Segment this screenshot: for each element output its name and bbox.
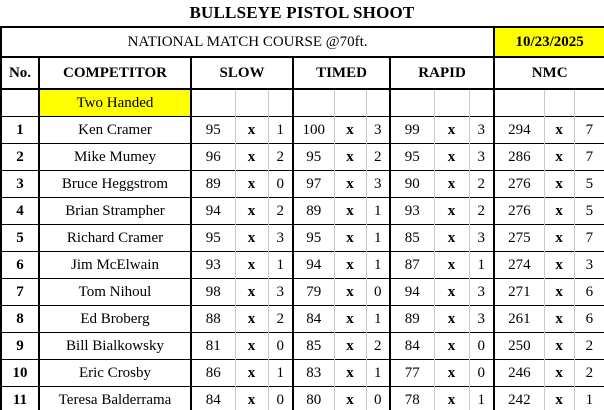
empty-cell — [434, 89, 469, 117]
nmc-x-cell: x — [544, 171, 574, 198]
rapid-xcount-cell: 3 — [469, 306, 494, 333]
score-table — [0, 26, 604, 410]
empty-cell — [390, 89, 434, 117]
timed-xcount-cell: 1 — [366, 198, 390, 225]
timed-score-cell: 84 — [293, 306, 334, 333]
row-number-cell: 1 — [1, 117, 39, 144]
slow-xcount-cell: 2 — [268, 144, 293, 171]
slow-xcount-cell: 1 — [268, 252, 293, 279]
table-row — [1, 144, 604, 171]
nmc-x-cell: x — [544, 387, 574, 410]
nmc-total-cell: 261 — [494, 306, 544, 333]
timed-xcount-cell: 2 — [366, 333, 390, 360]
timed-x-cell: x — [334, 279, 366, 306]
nmc-xcount-cell: 2 — [574, 360, 604, 387]
nmc-xcount-cell: 7 — [574, 117, 604, 144]
row-number-cell: 10 — [1, 360, 39, 387]
empty-cell — [494, 89, 544, 117]
nmc-total-cell: 242 — [494, 387, 544, 410]
timed-score-cell: 80 — [293, 387, 334, 410]
timed-x-cell: x — [334, 225, 366, 252]
nmc-xcount-cell: 1 — [574, 387, 604, 410]
rapid-x-cell: x — [434, 279, 469, 306]
timed-x-cell: x — [334, 252, 366, 279]
slow-x-cell: x — [235, 225, 268, 252]
table-row — [1, 225, 604, 252]
timed-x-cell: x — [334, 306, 366, 333]
competitor-name-cell: Eric Crosby — [39, 360, 191, 387]
timed-xcount-cell: 1 — [366, 225, 390, 252]
competitor-name-cell: Ken Cramer — [39, 117, 191, 144]
competitor-name-cell: Tom Nihoul — [39, 279, 191, 306]
slow-score-cell: 94 — [191, 198, 235, 225]
rapid-x-cell: x — [434, 360, 469, 387]
timed-xcount-cell: 2 — [366, 144, 390, 171]
timed-score-cell: 97 — [293, 171, 334, 198]
row-number-cell: 2 — [1, 144, 39, 171]
empty-cell — [334, 89, 366, 117]
table-row — [1, 198, 604, 225]
slow-x-cell: x — [235, 360, 268, 387]
subtitle-row — [1, 27, 604, 57]
table-row — [1, 279, 604, 306]
nmc-x-cell: x — [544, 198, 574, 225]
slow-score-cell: 95 — [191, 225, 235, 252]
nmc-total-cell: 274 — [494, 252, 544, 279]
empty-cell — [469, 89, 494, 117]
col-header-no: No. — [1, 57, 39, 89]
timed-x-cell: x — [334, 387, 366, 410]
rapid-score-cell: 95 — [390, 144, 434, 171]
rapid-xcount-cell: 3 — [469, 279, 494, 306]
slow-score-cell: 88 — [191, 306, 235, 333]
slow-score-cell: 96 — [191, 144, 235, 171]
nmc-x-cell: x — [544, 306, 574, 333]
slow-x-cell: x — [235, 144, 268, 171]
section-label-cell: Two Handed — [39, 89, 191, 117]
nmc-x-cell: x — [544, 333, 574, 360]
nmc-total-cell: 246 — [494, 360, 544, 387]
slow-xcount-cell: 1 — [268, 360, 293, 387]
section-row — [1, 89, 604, 117]
slow-x-cell: x — [235, 387, 268, 410]
timed-score-cell: 100 — [293, 117, 334, 144]
nmc-x-cell: x — [544, 144, 574, 171]
rapid-score-cell: 78 — [390, 387, 434, 410]
empty-cell — [191, 89, 235, 117]
page-title: BULLSEYE PISTOL SHOOT — [189, 3, 415, 22]
nmc-xcount-cell: 6 — [574, 306, 604, 333]
section-no-cell — [1, 89, 39, 117]
row-number-cell: 11 — [1, 387, 39, 410]
timed-xcount-cell: 0 — [366, 387, 390, 410]
nmc-total-cell: 250 — [494, 333, 544, 360]
empty-cell — [268, 89, 293, 117]
table-row — [1, 171, 604, 198]
score-rows — [1, 117, 604, 410]
rapid-x-cell: x — [434, 306, 469, 333]
slow-xcount-cell: 0 — [268, 387, 293, 410]
col-header-rapid: RAPID — [390, 57, 494, 89]
competitor-name-cell: Ed Broberg — [39, 306, 191, 333]
rapid-xcount-cell: 3 — [469, 144, 494, 171]
timed-xcount-cell: 1 — [366, 360, 390, 387]
slow-score-cell: 98 — [191, 279, 235, 306]
nmc-xcount-cell: 5 — [574, 171, 604, 198]
slow-xcount-cell: 0 — [268, 333, 293, 360]
table-row — [1, 333, 604, 360]
timed-score-cell: 95 — [293, 225, 334, 252]
rapid-xcount-cell: 0 — [469, 360, 494, 387]
col-header-competitor: COMPETITOR — [39, 57, 191, 89]
empty-cell — [293, 89, 334, 117]
nmc-total-cell: 276 — [494, 198, 544, 225]
col-header-timed: TIMED — [293, 57, 390, 89]
nmc-xcount-cell: 7 — [574, 144, 604, 171]
row-number-cell: 6 — [1, 252, 39, 279]
rapid-x-cell: x — [434, 171, 469, 198]
table-row — [1, 117, 604, 144]
col-header-slow: SLOW — [191, 57, 293, 89]
competitor-name-cell: Bruce Heggstrom — [39, 171, 191, 198]
nmc-xcount-cell: 2 — [574, 333, 604, 360]
competitor-name-cell: Jim McElwain — [39, 252, 191, 279]
row-number-cell: 3 — [1, 171, 39, 198]
slow-x-cell: x — [235, 252, 268, 279]
table-row — [1, 360, 604, 387]
slow-score-cell: 84 — [191, 387, 235, 410]
competitor-name-cell: Mike Mumey — [39, 144, 191, 171]
column-header-row — [1, 57, 604, 89]
rapid-xcount-cell: 3 — [469, 117, 494, 144]
rapid-score-cell: 93 — [390, 198, 434, 225]
rapid-x-cell: x — [434, 225, 469, 252]
date-cell: 10/23/2025 — [494, 27, 604, 57]
nmc-xcount-cell: 3 — [574, 252, 604, 279]
row-number-cell: 5 — [1, 225, 39, 252]
nmc-x-cell: x — [544, 117, 574, 144]
rapid-score-cell: 87 — [390, 252, 434, 279]
nmc-x-cell: x — [544, 252, 574, 279]
row-number-cell: 8 — [1, 306, 39, 333]
nmc-xcount-cell: 7 — [574, 225, 604, 252]
rapid-x-cell: x — [434, 198, 469, 225]
nmc-x-cell: x — [544, 279, 574, 306]
rapid-x-cell: x — [434, 144, 469, 171]
nmc-xcount-cell: 5 — [574, 198, 604, 225]
row-number-cell: 7 — [1, 279, 39, 306]
empty-cell — [366, 89, 390, 117]
rapid-score-cell: 85 — [390, 225, 434, 252]
timed-score-cell: 85 — [293, 333, 334, 360]
empty-cell — [574, 89, 604, 117]
slow-xcount-cell: 2 — [268, 198, 293, 225]
timed-x-cell: x — [334, 198, 366, 225]
slow-xcount-cell: 2 — [268, 306, 293, 333]
competitor-name-cell: Bill Bialkowsky — [39, 333, 191, 360]
slow-score-cell: 89 — [191, 171, 235, 198]
slow-x-cell: x — [235, 198, 268, 225]
timed-xcount-cell: 0 — [366, 279, 390, 306]
empty-cell — [544, 89, 574, 117]
timed-x-cell: x — [334, 333, 366, 360]
slow-xcount-cell: 3 — [268, 279, 293, 306]
rapid-xcount-cell: 2 — [469, 198, 494, 225]
header-section — [1, 27, 604, 117]
timed-x-cell: x — [334, 144, 366, 171]
timed-xcount-cell: 3 — [366, 117, 390, 144]
slow-score-cell: 81 — [191, 333, 235, 360]
table-row — [1, 387, 604, 410]
slow-x-cell: x — [235, 333, 268, 360]
rapid-score-cell: 89 — [390, 306, 434, 333]
nmc-total-cell: 276 — [494, 171, 544, 198]
timed-x-cell: x — [334, 117, 366, 144]
nmc-total-cell: 275 — [494, 225, 544, 252]
competitor-name-cell: Brian Strampher — [39, 198, 191, 225]
timed-score-cell: 95 — [293, 144, 334, 171]
timed-score-cell: 89 — [293, 198, 334, 225]
rapid-x-cell: x — [434, 333, 469, 360]
timed-score-cell: 79 — [293, 279, 334, 306]
nmc-total-cell: 294 — [494, 117, 544, 144]
nmc-x-cell: x — [544, 225, 574, 252]
slow-x-cell: x — [235, 279, 268, 306]
rapid-xcount-cell: 0 — [469, 333, 494, 360]
subtitle-cell: NATIONAL MATCH COURSE @70ft. — [1, 27, 494, 57]
slow-score-cell: 86 — [191, 360, 235, 387]
table-row — [1, 252, 604, 279]
col-header-nmc: NMC — [494, 57, 604, 89]
row-number-cell: 9 — [1, 333, 39, 360]
slow-xcount-cell: 3 — [268, 225, 293, 252]
rapid-x-cell: x — [434, 387, 469, 410]
nmc-total-cell: 286 — [494, 144, 544, 171]
competitor-name-cell: Teresa Balderrama — [39, 387, 191, 410]
rapid-xcount-cell: 3 — [469, 225, 494, 252]
slow-xcount-cell: 1 — [268, 117, 293, 144]
slow-score-cell: 95 — [191, 117, 235, 144]
timed-score-cell: 83 — [293, 360, 334, 387]
rapid-score-cell: 94 — [390, 279, 434, 306]
rapid-x-cell: x — [434, 117, 469, 144]
rapid-xcount-cell: 1 — [469, 387, 494, 410]
competitor-name-cell: Richard Cramer — [39, 225, 191, 252]
timed-xcount-cell: 1 — [366, 306, 390, 333]
rapid-xcount-cell: 2 — [469, 171, 494, 198]
slow-x-cell: x — [235, 306, 268, 333]
timed-x-cell: x — [334, 171, 366, 198]
row-number-cell: 4 — [1, 198, 39, 225]
slow-score-cell: 93 — [191, 252, 235, 279]
timed-score-cell: 94 — [293, 252, 334, 279]
slow-xcount-cell: 0 — [268, 171, 293, 198]
rapid-score-cell: 99 — [390, 117, 434, 144]
nmc-x-cell: x — [544, 360, 574, 387]
empty-cell — [235, 89, 268, 117]
table-row — [1, 306, 604, 333]
rapid-score-cell: 77 — [390, 360, 434, 387]
nmc-xcount-cell: 6 — [574, 279, 604, 306]
timed-xcount-cell: 1 — [366, 252, 390, 279]
slow-x-cell: x — [235, 117, 268, 144]
slow-x-cell: x — [235, 171, 268, 198]
nmc-total-cell: 271 — [494, 279, 544, 306]
rapid-score-cell: 90 — [390, 171, 434, 198]
timed-x-cell: x — [334, 360, 366, 387]
rapid-xcount-cell: 1 — [469, 252, 494, 279]
rapid-score-cell: 84 — [390, 333, 434, 360]
timed-xcount-cell: 3 — [366, 171, 390, 198]
rapid-x-cell: x — [434, 252, 469, 279]
